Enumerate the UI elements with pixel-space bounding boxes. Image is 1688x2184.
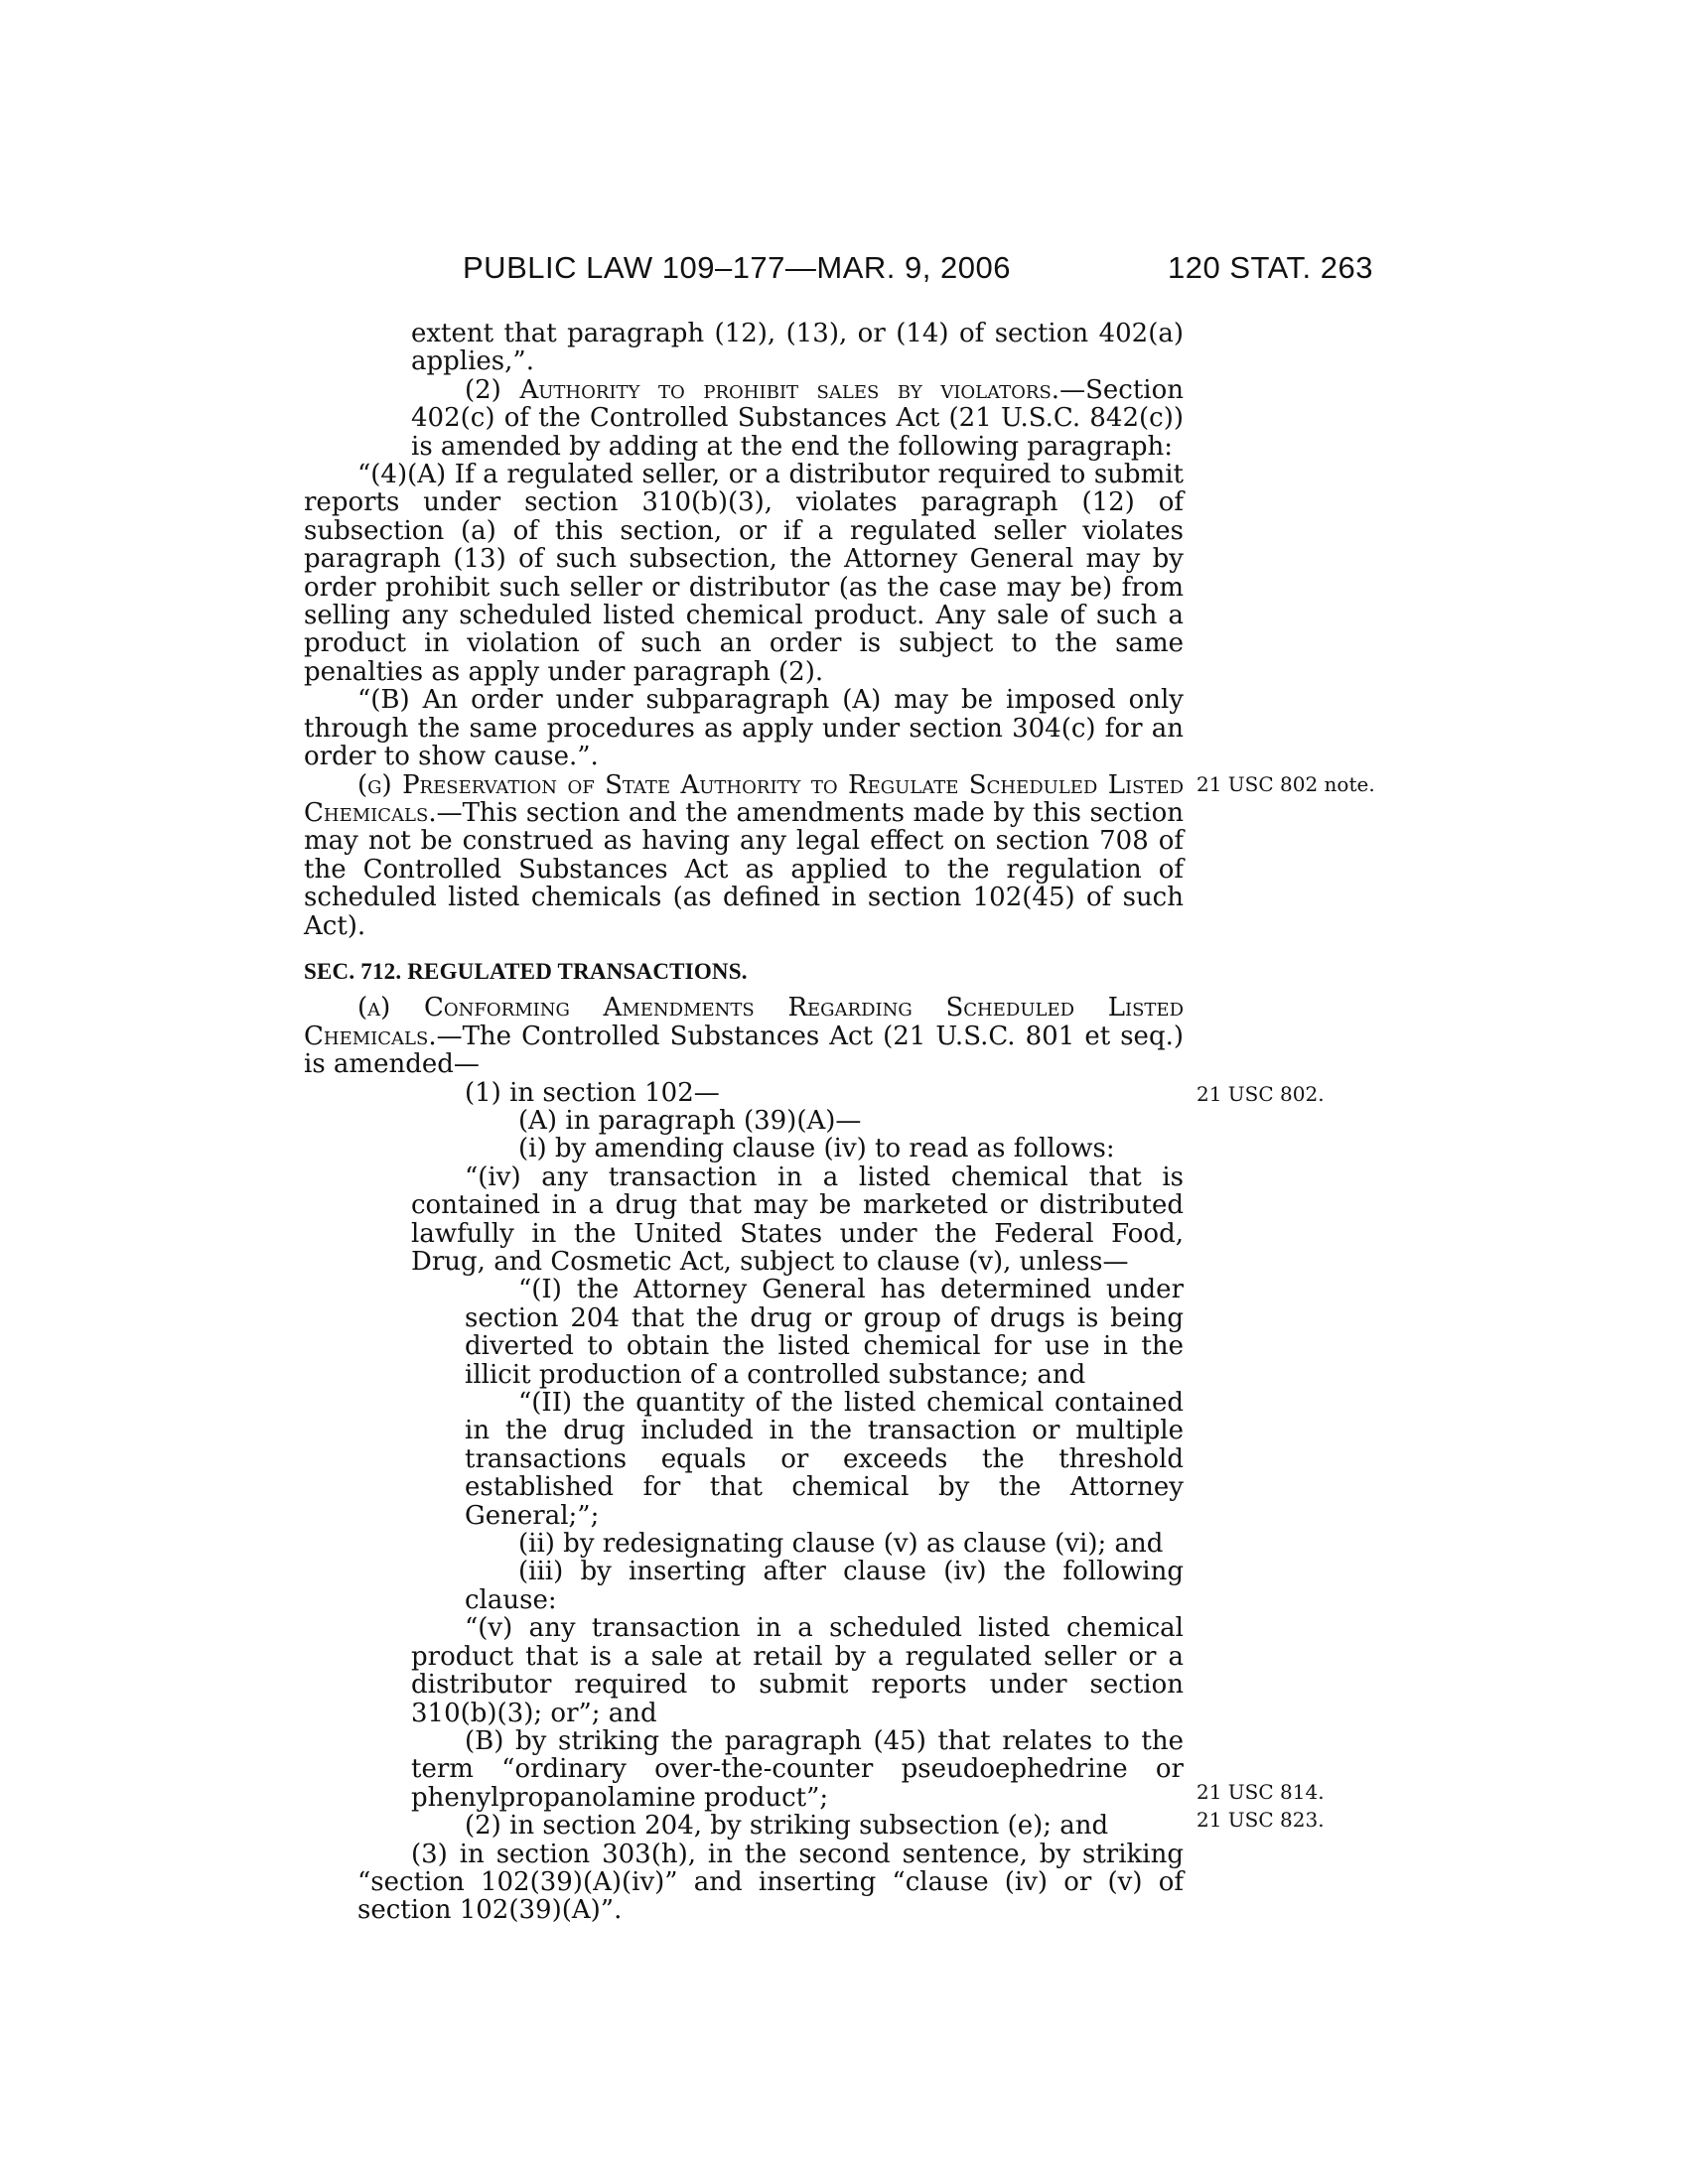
caption-conforming: (a) Conforming Amendments Regarding Scheduled Listed Chemicals.—: [304, 993, 1184, 1051]
paragraph-g: [304, 771, 1184, 940]
paragraph-a: [304, 994, 1184, 1078]
margin-note-823: 21 USC 823.: [1196, 1808, 1325, 1832]
quoted-subclause-II: “(II) the quantity of the listed chemical contained in the drug included in the transaction or multiple transactions equals or exceeds the threshold established for that chemical by the Attorney General;”;: [465, 1388, 1184, 1531]
list-item-1a-iii: (iii) by inserting after clause (iv) the following clause:: [465, 1557, 1184, 1615]
quoted-clause-v: “(v) any transaction in a scheduled listed chemical product that is a sale at retail by a regulated seller or a distributor required to submit reports under section 310(b)(3); or”; and: [411, 1613, 1184, 1728]
text-conforming: The Controlled Substances Act (21 U.S.C. 801 et seq.) is amended—: [304, 1021, 1184, 1080]
caption-preservation: (g) Preservation of State Authority to Regulate Scheduled Listed Chemicals.—: [304, 769, 1184, 828]
running-header-title: PUBLIC LAW 109–177—MAR. 9, 2006: [463, 250, 1011, 285]
quoted-subclause-I: “(I) the Attorney General has determined under section 204 that the drug or group of drugs is being diverted to obtain the listed chemical for use in the illicit production of a controlled substance; and: [465, 1275, 1184, 1390]
list-item-1a-i: (i) by amending clause (iv) to read as follows:: [518, 1134, 1115, 1164]
list-item-2: (2) in section 204, by striking subsection (e); and: [465, 1811, 1109, 1842]
list-item-3: (3) in section 303(h), in the second sentence, by striking “section 102(39)(A)(iv)” and inserting “clause (iv) or (v) of section 102(39)(A)”.: [357, 1839, 1184, 1926]
margin-note-802: 21 USC 802.: [1196, 1082, 1325, 1106]
text-preservation: This section and the amendments made by this section may not be construed as having any legal effect on section 708 of the Controlled Substances Act as applied to the regulation of scheduled listed chemicals (as defined in section 102(45) of such Act).: [304, 797, 1184, 941]
quoted-clause-iv: “(iv) any transaction in a listed chemical that is contained in a drug that may be marketed or distributed lawfully in the United States under the Federal Food, Drug, and Cosmetic Act, subject to clause (v), unless—: [411, 1161, 1184, 1277]
margin-note-802-note: 21 USC 802 note.: [1196, 772, 1375, 796]
text-authority-prohibit: Section 402(c) of the Controlled Substances Act (21 U.S.C. 842(c)) is amended by adding at the end the following paragraph:: [411, 374, 1184, 462]
paragraph-continuation: extent that paragraph (12), (13), or (14) of section 402(a) applies,”.: [411, 319, 1184, 377]
list-item-1b: (B) by striking the paragraph (45) that relates to the term “ordinary over-the-counter pseudoephedrine or phenylpropanolamine product”;: [411, 1725, 1184, 1813]
caption-authority-prohibit: (2) Authority to prohibit sales by violators.—: [465, 374, 1086, 405]
list-item-1: (1) in section 102—: [465, 1077, 720, 1108]
list-item-1a: (A) in paragraph (39)(A)—: [518, 1105, 862, 1136]
paragraph-4b: “(B) An order under subparagraph (A) may be imposed only through the same procedures as apply under section 304(c) for an order to show cause.”.: [304, 685, 1184, 772]
margin-note-814: 21 USC 814.: [1196, 1780, 1325, 1804]
section-heading: SEC. 712. REGULATED TRANSACTIONS.: [304, 958, 748, 984]
page-number: 120 STAT. 263: [1168, 250, 1373, 285]
body-text: [304, 320, 1184, 1925]
paragraph-4a: “(4)(A) If a regulated seller, or a distributor required to submit reports under section 310(b)(3), violates paragraph (12) of subsection (a) of this section, or if a regulated seller violates paragraph (13) of such subsection, the Attorney General may by order prohibit such seller or distributor (as the case may be) from selling any scheduled listed chemical product. Any sale of such a product in violation of such an order is subject to the same penalties as apply under paragraph (2).: [304, 460, 1184, 687]
paragraph-authority-prohibit: [304, 376, 1184, 461]
list-item-1a-ii: (ii) by redesignating clause (v) as clause (vi); and: [518, 1529, 1164, 1560]
